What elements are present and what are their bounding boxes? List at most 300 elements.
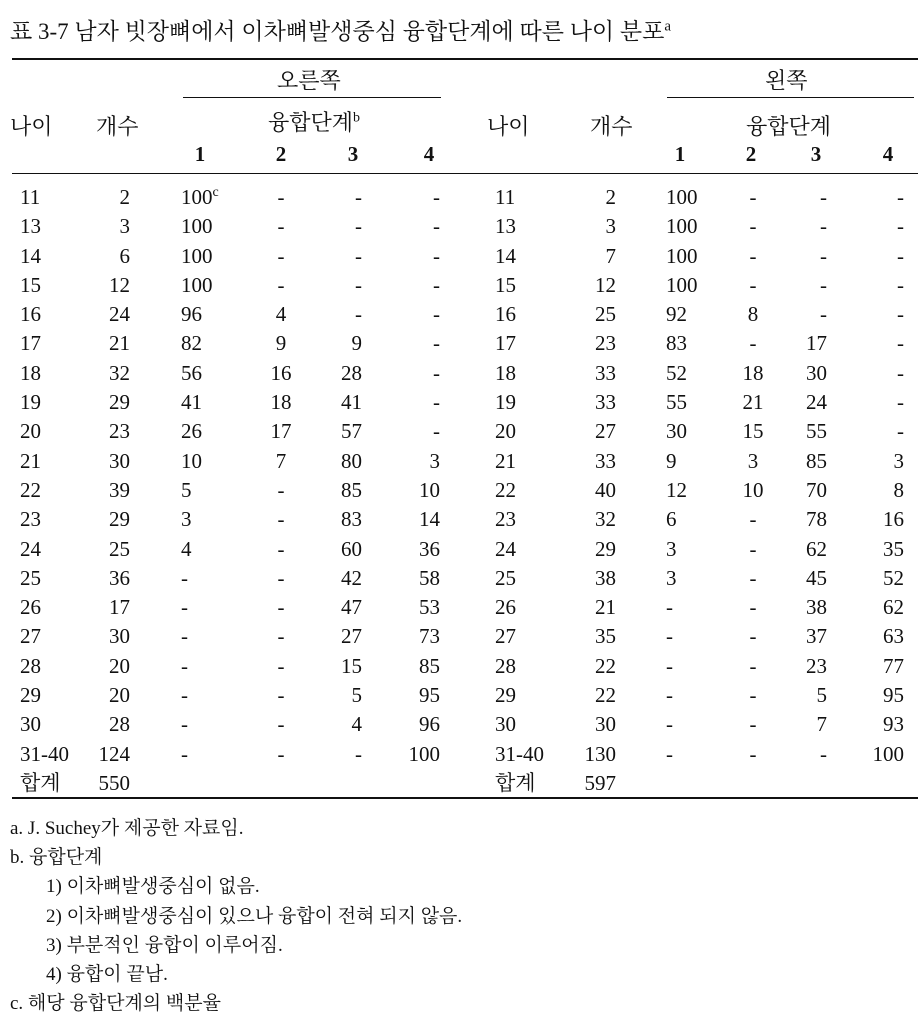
- cell-left-count-value: 21: [595, 595, 616, 620]
- cell-count-value: 24: [109, 302, 130, 327]
- cell-right-stage-4-value: 14: [419, 507, 440, 532]
- cell-right-stage-4-value: 95: [419, 683, 440, 708]
- caption-footnote-mark: a: [664, 18, 671, 35]
- cell-right-stage-4: [400, 183, 440, 212]
- cell-left-stage-2-value: 8: [747, 302, 759, 327]
- cell-left-count-value: 3: [605, 214, 616, 239]
- cell-left-stage-2-value: -: [749, 624, 757, 649]
- cell-left-stage-4-value: 93: [883, 712, 904, 737]
- cell-left-count: [570, 652, 616, 681]
- cell-left-age-value: 16: [495, 302, 516, 327]
- cell-left-stage-3: [785, 652, 827, 681]
- cell-count: [80, 242, 130, 271]
- cell-left-stage-3: [785, 564, 827, 593]
- table-row: [0, 740, 921, 769]
- cell-left-stage-1-value: 3: [666, 565, 677, 590]
- cell-age-value: 27: [20, 624, 41, 649]
- cell-left-stage-1: [666, 681, 673, 710]
- cell-left-stage-4: [860, 535, 904, 564]
- cell-left-stage-3: [785, 681, 827, 710]
- cell-left-count: [570, 271, 616, 300]
- header-count-left: 개수: [590, 114, 633, 139]
- cell-right-stage-2-value: -: [277, 624, 285, 649]
- cell-count: [80, 681, 130, 710]
- cell-left-stage-3: [785, 329, 827, 358]
- cell-right-stage-1: [181, 740, 188, 769]
- stage-number-right-3: 3: [347, 142, 359, 166]
- cell-age: [20, 564, 41, 593]
- cell-right-stage-3: [320, 681, 362, 710]
- cell-right-stage-3: [320, 388, 362, 417]
- cell-right-stage-4-value: -: [433, 214, 440, 239]
- cell-right-stage-1-value: -: [181, 653, 188, 678]
- cell-count: [80, 329, 130, 358]
- cell-age-value: 24: [20, 536, 41, 561]
- table-row: [0, 329, 921, 358]
- cell-right-stage-2-value: 18: [270, 390, 292, 415]
- cell-left-stage-2-value: -: [749, 243, 757, 268]
- cell-left-stage-4-value: -: [897, 390, 904, 415]
- cell-left-stage-2: [736, 329, 770, 358]
- percentage-footnote-mark: c: [212, 185, 219, 200]
- cell-right-stage-3-value: -: [355, 214, 362, 239]
- cell-left-age: [495, 652, 516, 681]
- cell-left-stage-2-value: -: [749, 595, 757, 620]
- right-group-rule: [183, 97, 441, 98]
- cell-right-stage-1-value: -: [181, 683, 188, 708]
- cell-right-stage-3-value: -: [355, 741, 362, 766]
- cell-age: [20, 535, 41, 564]
- cell-left-stage-4: [860, 710, 904, 739]
- cell-count-value: 20: [109, 683, 130, 708]
- cell-right-stage-2: [264, 242, 298, 271]
- cell-left-stage-2-value: 21: [742, 390, 764, 415]
- cell-right-stage-2: [264, 681, 298, 710]
- footnote-stage-1: 1) 이차뼈발생중심이 없음.: [46, 876, 260, 898]
- cell-right-stage-2: [264, 535, 298, 564]
- cell-left-stage-1-value: 52: [666, 360, 687, 385]
- cell-count: [80, 593, 130, 622]
- cell-count-value: 124: [98, 741, 130, 766]
- cell-right-stage-3: [320, 212, 362, 241]
- cell-age: [20, 329, 41, 358]
- cell-right-stage-4: [400, 564, 440, 593]
- cell-right-stage-1-value: 100: [181, 272, 213, 297]
- cell-left-age-value: 17: [495, 331, 516, 356]
- header-age-right: 나이: [10, 114, 53, 139]
- stage-footnote-mark: b: [353, 110, 361, 126]
- cell-right-stage-1: [181, 417, 202, 446]
- cell-right-stage-2-value: 4: [275, 302, 287, 327]
- cell-right-stage-4-value: 85: [419, 653, 440, 678]
- cell-right-stage-2: [264, 329, 298, 358]
- cell-left-age-value: 26: [495, 595, 516, 620]
- cell-left-age: [495, 388, 516, 417]
- cell-left-stage-4-value: -: [897, 419, 904, 444]
- cell-left-age-value: 29: [495, 683, 516, 708]
- footnote-stage-3: 3) 부분적인 융합이 이루어짐.: [46, 934, 283, 956]
- cell-left-stage-1-value: 3: [666, 536, 677, 561]
- cell-right-stage-3: [320, 505, 362, 534]
- cell-count-value: 29: [109, 507, 130, 532]
- cell-count: [80, 710, 130, 739]
- cell-right-stage-1-value: 100: [181, 214, 213, 239]
- table-row: [0, 710, 921, 739]
- cell-count-value: 29: [109, 390, 130, 415]
- cell-right-stage-2: [264, 652, 298, 681]
- cell-age: [20, 769, 61, 798]
- cell-left-stage-4: [860, 242, 904, 271]
- cell-count: [80, 564, 130, 593]
- stage-number-left-3: 3: [810, 142, 822, 166]
- cell-count-value: 32: [109, 360, 130, 385]
- cell-left-stage-3-value: -: [820, 214, 827, 239]
- cell-left-age: [495, 329, 516, 358]
- cell-left-count-value: 40: [595, 477, 616, 502]
- cell-left-age: [495, 212, 516, 241]
- cell-count-value: 36: [109, 565, 130, 590]
- cell-left-count: [570, 447, 616, 476]
- table-caption: [10, 18, 671, 46]
- cell-left-count-value: 23: [595, 331, 616, 356]
- cell-left-stage-3: [785, 593, 827, 622]
- cell-left-count: [570, 388, 616, 417]
- cell-age-value: 29: [20, 683, 41, 708]
- cell-left-age-value: 합계: [495, 770, 536, 795]
- cell-left-stage-1: [666, 535, 677, 564]
- cell-left-stage-3-value: -: [820, 741, 827, 766]
- cell-right-stage-2: [264, 476, 298, 505]
- cell-right-stage-4: [400, 740, 440, 769]
- cell-right-stage-3-value: 83: [341, 507, 362, 532]
- header-stage-right-label: 융합단계: [268, 110, 354, 135]
- cell-right-stage-2: [264, 710, 298, 739]
- cell-right-stage-3-value: 47: [341, 595, 362, 620]
- cell-right-stage-2-value: -: [277, 272, 285, 297]
- table-row: [0, 535, 921, 564]
- table-row: [0, 183, 921, 212]
- cell-right-stage-2-value: -: [277, 477, 285, 502]
- cell-left-stage-3-value: 70: [806, 477, 827, 502]
- stage-number-right-1: 1: [194, 142, 206, 166]
- cell-right-stage-2: [264, 388, 298, 417]
- table-row: [0, 593, 921, 622]
- cell-left-stage-4: [860, 271, 904, 300]
- stage-number-left-4: 4: [882, 142, 894, 166]
- cell-right-stage-4-value: 3: [429, 448, 440, 473]
- cell-right-stage-3-value: 57: [341, 419, 362, 444]
- cell-right-stage-3: [320, 329, 362, 358]
- cell-right-stage-1-value: 100: [181, 243, 213, 268]
- cell-left-stage-2-value: -: [749, 214, 757, 239]
- cell-left-age-value: 22: [495, 477, 516, 502]
- stage-number-left-1: 1: [674, 142, 686, 166]
- cell-right-stage-1-value: 100: [181, 185, 213, 209]
- cell-left-stage-2-value: 18: [742, 360, 764, 385]
- cell-count: [80, 622, 130, 651]
- cell-right-stage-4: [400, 505, 440, 534]
- cell-age: [20, 359, 41, 388]
- cell-right-stage-3-value: 28: [341, 360, 362, 385]
- cell-age-value: 16: [20, 302, 41, 327]
- cell-right-stage-2-value: -: [277, 683, 285, 708]
- cell-left-stage-2-value: -: [749, 331, 757, 356]
- cell-left-stage-3-value: -: [820, 272, 827, 297]
- cell-right-stage-2: [264, 622, 298, 651]
- cell-right-stage-3-value: 5: [351, 683, 362, 708]
- left-group-rule: [667, 97, 914, 98]
- cell-age: [20, 505, 41, 534]
- cell-age: [20, 652, 41, 681]
- cell-right-stage-2-value: -: [277, 653, 285, 678]
- cell-right-stage-4: [400, 710, 440, 739]
- footnotes: [10, 814, 462, 1018]
- cell-right-stage-3: [320, 476, 362, 505]
- cell-age: [20, 388, 41, 417]
- cell-right-stage-1: [181, 681, 188, 710]
- cell-right-stage-4-value: -: [433, 243, 440, 268]
- cell-left-age: [495, 681, 516, 710]
- cell-right-stage-1-value: -: [181, 595, 188, 620]
- cell-left-age-value: 19: [495, 390, 516, 415]
- cell-count-value: 21: [109, 331, 130, 356]
- cell-age: [20, 183, 40, 212]
- cell-left-age-value: 11: [495, 185, 516, 209]
- stage-number-left-2: 2: [745, 142, 757, 166]
- cell-count-value: 6: [119, 243, 130, 268]
- cell-left-age-value: 21: [495, 448, 516, 473]
- cell-left-age: [495, 505, 516, 534]
- cell-left-count: [570, 329, 616, 358]
- cell-age: [20, 622, 41, 651]
- cell-right-stage-1: [181, 564, 188, 593]
- cell-left-stage-4-value: 100: [872, 741, 904, 766]
- cell-left-age: [495, 242, 516, 271]
- cell-right-stage-1: [181, 622, 188, 651]
- cell-right-stage-3: [320, 652, 362, 681]
- cell-right-stage-4: [400, 242, 440, 271]
- cell-age-value: 25: [20, 565, 41, 590]
- cell-right-stage-1: [181, 359, 202, 388]
- cell-left-stage-3: [785, 476, 827, 505]
- cell-left-count-value: 22: [595, 683, 616, 708]
- table-row: [0, 652, 921, 681]
- cell-left-age: [495, 417, 516, 446]
- cell-right-stage-1: [181, 593, 188, 622]
- cell-left-stage-4: [860, 476, 904, 505]
- cell-count: [80, 212, 130, 241]
- cell-left-stage-3: [785, 740, 827, 769]
- cell-left-stage-1-value: -: [666, 653, 673, 678]
- table-row: [0, 476, 921, 505]
- cell-left-age-value: 27: [495, 624, 516, 649]
- cell-left-stage-1-value: 6: [666, 507, 677, 532]
- header-age-left: 나이: [487, 114, 530, 139]
- cell-left-age-value: 18: [495, 360, 516, 385]
- cell-left-stage-1-value: 9: [666, 448, 677, 473]
- cell-left-stage-3-value: 62: [806, 536, 827, 561]
- cell-right-stage-2-value: -: [277, 243, 285, 268]
- cell-right-stage-1: [181, 388, 202, 417]
- cell-count: [80, 388, 130, 417]
- cell-left-stage-2: [736, 710, 770, 739]
- cell-left-stage-2: [736, 271, 770, 300]
- cell-right-stage-4: [400, 417, 440, 446]
- cell-right-stage-2-value: -: [277, 741, 285, 766]
- cell-right-stage-1: [181, 212, 213, 241]
- cell-left-age-value: 25: [495, 565, 516, 590]
- cell-right-stage-3-value: 9: [351, 331, 362, 356]
- cell-left-stage-4: [860, 183, 904, 212]
- table-row: [0, 622, 921, 651]
- cell-count: [80, 300, 130, 329]
- cell-right-stage-1: [181, 242, 213, 271]
- cell-right-stage-1-value: -: [181, 565, 188, 590]
- cell-left-stage-1: [666, 622, 673, 651]
- cell-left-stage-2-value: -: [749, 712, 757, 737]
- cell-left-count-value: 33: [595, 390, 616, 415]
- cell-left-stage-2: [736, 242, 770, 271]
- cell-left-stage-1: [666, 652, 673, 681]
- cell-right-stage-3: [320, 593, 362, 622]
- cell-left-count: [570, 622, 616, 651]
- cell-left-age: [495, 183, 515, 212]
- cell-right-stage-4-value: -: [433, 185, 440, 209]
- cell-left-count-value: 38: [595, 565, 616, 590]
- cell-right-stage-4: [400, 535, 440, 564]
- cell-right-stage-4: [400, 652, 440, 681]
- cell-left-stage-3-value: 7: [816, 712, 827, 737]
- cell-age-value: 23: [20, 507, 41, 532]
- cell-left-stage-2-value: 15: [742, 419, 764, 444]
- cell-right-stage-2-value: -: [277, 536, 285, 561]
- footnote-a: a. J. Suchey가 제공한 자료임.: [10, 818, 244, 839]
- cell-right-stage-1-value: 41: [181, 390, 202, 415]
- cell-right-stage-1: [181, 710, 188, 739]
- cell-count: [80, 183, 130, 212]
- cell-left-stage-2-value: 3: [747, 448, 759, 473]
- cell-left-age-value: 13: [495, 214, 516, 239]
- cell-count: [80, 740, 130, 769]
- header-stage-right: [268, 106, 360, 137]
- cell-right-stage-1-value: 56: [181, 360, 202, 385]
- cell-age: [20, 710, 41, 739]
- cell-right-stage-4-value: -: [433, 331, 440, 356]
- cell-left-count-value: 130: [584, 741, 616, 766]
- cell-left-age-value: 14: [495, 243, 516, 268]
- cell-right-stage-2-value: -: [277, 565, 285, 590]
- cell-left-count-value: 32: [595, 507, 616, 532]
- cell-left-stage-2-value: -: [749, 683, 757, 708]
- cell-left-count-value: 2: [605, 185, 616, 209]
- cell-right-stage-3: [320, 564, 362, 593]
- cell-right-stage-2: [264, 447, 298, 476]
- table-row: [0, 359, 921, 388]
- cell-left-stage-1-value: -: [666, 595, 673, 620]
- cell-right-stage-4: [400, 329, 440, 358]
- table-row: [0, 300, 921, 329]
- cell-left-stage-4-value: 3: [893, 448, 904, 473]
- cell-left-count: [570, 769, 616, 798]
- cell-left-stage-3: [785, 359, 827, 388]
- cell-left-count: [570, 417, 616, 446]
- cell-right-stage-3: [320, 300, 362, 329]
- cell-count-value: 30: [109, 448, 130, 473]
- cell-left-stage-4: [860, 447, 904, 476]
- cell-right-stage-4-value: 73: [419, 624, 440, 649]
- cell-age-value: 15: [20, 272, 41, 297]
- cell-right-stage-4-value: 53: [419, 595, 440, 620]
- cell-right-stage-1: [181, 535, 192, 564]
- cell-count-value: 12: [109, 272, 130, 297]
- header-rule: [12, 173, 918, 174]
- cell-count-value: 30: [109, 624, 130, 649]
- cell-right-stage-4: [400, 388, 440, 417]
- cell-left-stage-4-value: -: [897, 360, 904, 385]
- cell-right-stage-3: [320, 242, 362, 271]
- cell-right-stage-4: [400, 681, 440, 710]
- cell-left-stage-3: [785, 388, 827, 417]
- table-row: [0, 388, 921, 417]
- cell-right-stage-1-value: -: [181, 624, 188, 649]
- cell-count: [80, 447, 130, 476]
- cell-right-stage-3: [320, 535, 362, 564]
- cell-left-stage-2: [736, 183, 770, 212]
- cell-age: [20, 476, 41, 505]
- cell-right-stage-1-value: 82: [181, 331, 202, 356]
- cell-age: [20, 242, 41, 271]
- cell-left-stage-1-value: 100: [666, 185, 698, 209]
- cell-left-count-value: 597: [584, 770, 616, 795]
- cell-left-stage-2: [736, 359, 770, 388]
- cell-right-stage-1: [181, 300, 202, 329]
- cell-right-stage-1-value: 10: [181, 448, 202, 473]
- cell-age-value: 14: [20, 243, 41, 268]
- cell-right-stage-2: [264, 271, 298, 300]
- cell-left-count-value: 12: [595, 272, 616, 297]
- cell-left-stage-2-value: -: [749, 536, 757, 561]
- cell-left-stage-4: [860, 505, 904, 534]
- cell-count-value: 3: [119, 214, 130, 239]
- cell-left-age-value: 31-40: [495, 741, 544, 766]
- cell-left-stage-3-value: 23: [806, 653, 827, 678]
- stage-number-right-2: 2: [275, 142, 287, 166]
- cell-count-value: 28: [109, 712, 130, 737]
- cell-left-age: [495, 359, 516, 388]
- cell-count: [80, 476, 130, 505]
- cell-right-stage-1: [181, 652, 188, 681]
- cell-right-stage-2-value: 16: [270, 360, 292, 385]
- cell-left-stage-3-value: 30: [806, 360, 827, 385]
- cell-age: [20, 447, 41, 476]
- cell-right-stage-4: [400, 359, 440, 388]
- cell-right-stage-4: [400, 593, 440, 622]
- cell-right-stage-4: [400, 212, 440, 241]
- cell-right-stage-3: [320, 271, 362, 300]
- cell-left-count: [570, 740, 616, 769]
- cell-right-stage-1-value: -: [181, 712, 188, 737]
- cell-left-stage-4-value: -: [897, 185, 904, 209]
- cell-right-stage-1-value: 96: [181, 302, 202, 327]
- cell-left-stage-2: [736, 300, 770, 329]
- cell-left-stage-3: [785, 417, 827, 446]
- cell-right-stage-1: [181, 183, 219, 212]
- cell-right-stage-3-value: 27: [341, 624, 362, 649]
- cell-left-stage-3-value: 45: [806, 565, 827, 590]
- cell-left-stage-4-value: 62: [883, 595, 904, 620]
- cell-left-stage-4: [860, 417, 904, 446]
- cell-left-stage-2: [736, 652, 770, 681]
